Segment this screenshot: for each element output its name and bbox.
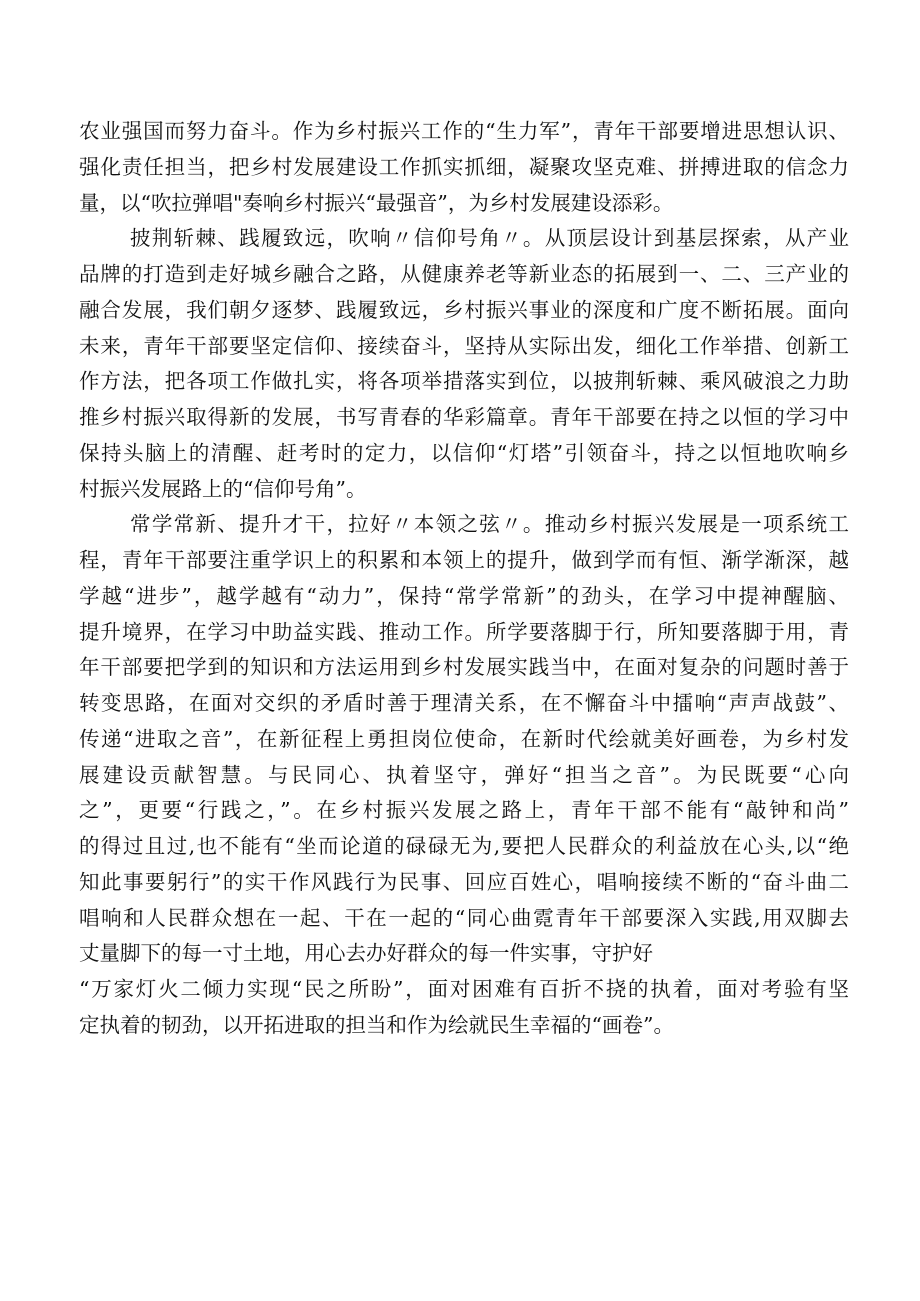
text-line: 年干部要把学到的知识和方法运用到乡村发展实践当中，在面对复杂的问题时善于 bbox=[79, 655, 849, 680]
paragraph-heading-line: 披荆斩棘、践履致远，吹响〃信仰号角〃。从顶层设计到基层探索，从产业 bbox=[130, 226, 849, 251]
text-line: 的得过且过,也不能有“坐而论道的碌碌无为,要把人民群众的利益放在心头,以“绝 bbox=[79, 834, 849, 858]
text-line: 强化责任担当，把乡村发展建设工作抓实抓细，凝聚攻坚克难、拼搏进取的信念力 bbox=[79, 154, 849, 179]
text-line: 融合发展，我们朝夕逐梦、践履致远，乡村振兴事业的深度和广度不断拓展。面向 bbox=[79, 297, 849, 322]
text-line: 推乡村振兴取得新的发展，书写青春的华彩篇章。青年干部要在持之以恒的学习中 bbox=[79, 405, 849, 429]
text-line: 学越“进步”，越学越有“动力”，保持“常学常新”的劲头，在学习中提神醒脑、 bbox=[79, 583, 849, 608]
text-line: 知此事要躬行”的实干作风践行为民事、回应百姓心，唱响接续不断的“奋斗曲二 bbox=[79, 869, 849, 894]
text-line: 展建设贡献智慧。与民同心、执着坚守，弹好“担当之音”。为民既要“心向 bbox=[79, 762, 849, 787]
paragraph-heading-line: 常学常新、提升才干，拉好〃本领之弦〃。推动乡村振兴发展是一项系统工 bbox=[130, 512, 849, 537]
text-line: “万家灯火二倾力实现“民之所盼”，面对困难有百折不挠的执着，面对考验有坚 bbox=[79, 977, 849, 1001]
text-line: 作方法，把各项工作做扎实，将各项举措落实到位，以披荆斩棘、乘风破浪之力助 bbox=[79, 369, 849, 394]
text-line: 之”，更要“行践之，”。在乡村振兴发展之路上，青年干部不能有“敲钟和尚” bbox=[79, 798, 849, 823]
article-body bbox=[79, 114, 849, 1044]
text-line: 丈量脚下的每一寸土地，用心去办好群众的每一件实事，守护好 bbox=[79, 941, 653, 966]
text-line: 程，青年干部要注重学识上的积累和本领上的提升，做到学而有恒、渐学渐深，越 bbox=[79, 548, 849, 572]
text-line: 定执着的韧劲，以开拓进取的担当和作为绘就民生幸福的“画卷”。 bbox=[79, 1012, 674, 1037]
text-line: 传递“进取之音”，在新征程上勇担岗位使命，在新时代绘就美好画卷，为乡村发 bbox=[79, 726, 849, 751]
text-line: 唱响和人民群众想在一起、干在一起的“同心曲霓青年干部要深入实践,用双脚去 bbox=[79, 905, 849, 930]
text-line: 村振兴发展路上的“信仰号角”。 bbox=[79, 476, 367, 501]
text-line: 量，以“吹拉弹唱"奏响乡村振兴“最强音”，为乡村发展建设添彩。 bbox=[79, 190, 674, 215]
text-line: 品牌的打造到走好城乡融合之路，从健康养老等新业态的拓展到一、二、三产业的 bbox=[79, 262, 849, 286]
text-line: 未来，青年干部要坚定信仰、接续奋斗，坚持从实际出发，细化工作举措、创新工 bbox=[79, 333, 849, 358]
text-line: 保持头脑上的清醒、赶考时的定力，以信仰“灯塔”引领奋斗，持之以恒地吹响乡 bbox=[79, 440, 849, 465]
text-line: 农业强国而努力奋斗。作为乡村振兴工作的“生力军”，青年干部要增进思想认识、 bbox=[79, 119, 849, 143]
text-line: 转变思路，在面对交织的矛盾时善于理清关系，在不懈奋斗中擂响“声声战鼓”、 bbox=[79, 691, 849, 715]
text-line: 提升境界，在学习中助益实践、推动工作。所学要落脚于行，所知要落脚于用，青 bbox=[79, 619, 849, 644]
